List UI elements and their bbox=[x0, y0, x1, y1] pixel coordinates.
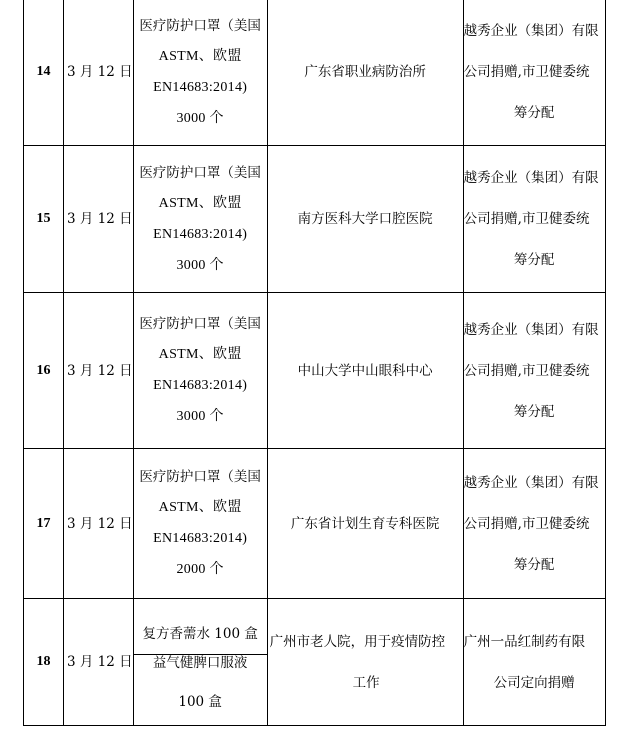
recipient-cell: 广东省计划生育专科医院 bbox=[267, 449, 463, 599]
recipient-line: 广州市老人院，用于疫情防控 bbox=[269, 633, 446, 650]
donor-line: 筹分配 bbox=[513, 403, 555, 420]
recipient-line: 工作 bbox=[352, 674, 380, 691]
donor-cell bbox=[463, 0, 605, 146]
item-line: ASTM、欧盟 bbox=[158, 48, 242, 64]
item-line: 3000 个 bbox=[176, 409, 224, 424]
row-date: 3 月 12 日 bbox=[64, 599, 134, 726]
item-cell bbox=[133, 599, 267, 726]
row-number: 17 bbox=[24, 449, 64, 599]
recipient-cell: 中山大学中山眼科中心 bbox=[267, 293, 463, 449]
donor-line: 越秀企业（集团）有限 bbox=[463, 321, 599, 338]
item-line: 医疗防护口罩（美国 bbox=[139, 17, 261, 34]
item-line: 100 盒 bbox=[178, 694, 222, 710]
table-row bbox=[24, 449, 606, 599]
item-line: 医疗防护口罩（美国 bbox=[139, 469, 261, 485]
row-number: 15 bbox=[24, 146, 64, 293]
recipient-cell: 广东省职业病防治所 bbox=[267, 0, 463, 146]
donor-cell bbox=[463, 599, 605, 726]
row-date: 3 月 12 日 bbox=[64, 293, 134, 449]
item-line: EN14683:2014) bbox=[153, 378, 248, 393]
table-row bbox=[24, 599, 606, 726]
recipient-cell bbox=[267, 599, 463, 726]
row-number: 14 bbox=[24, 0, 64, 146]
item-cell bbox=[133, 146, 267, 293]
item-cell bbox=[133, 0, 267, 146]
item-line: ASTM、欧盟 bbox=[158, 500, 242, 515]
item-line: 复方香薷水 100 盒 bbox=[142, 626, 258, 642]
item-line: EN14683:2014) bbox=[153, 79, 248, 95]
donor-line: 公司定向捐赠 bbox=[493, 674, 575, 691]
recipient-cell: 南方医科大学口腔医院 bbox=[267, 146, 463, 293]
item-line: ASTM、欧盟 bbox=[158, 195, 242, 211]
row-number: 18 bbox=[24, 599, 64, 726]
item-sub-b bbox=[134, 655, 267, 710]
item-line: 医疗防护口罩（美国 bbox=[139, 316, 261, 332]
item-line: 益气健脾口服液 bbox=[152, 655, 248, 671]
donor-cell bbox=[463, 449, 605, 599]
item-line: EN14683:2014) bbox=[153, 226, 248, 242]
item-line: ASTM、欧盟 bbox=[158, 347, 242, 362]
donor-line: 越秀企业（集团）有限 bbox=[463, 170, 599, 186]
donor-line: 越秀企业（集团）有限 bbox=[463, 474, 599, 491]
donor-line: 筹分配 bbox=[513, 556, 555, 573]
donor-line: 公司捐赠,市卫健委统 bbox=[463, 515, 590, 532]
donor-line: 广州一品红制药有限 bbox=[463, 633, 586, 650]
donor-cell bbox=[463, 293, 605, 449]
row-number: 16 bbox=[24, 293, 64, 449]
item-line: 医疗防护口罩（美国 bbox=[139, 164, 261, 181]
table-row bbox=[24, 146, 606, 293]
donor-line: 公司捐赠,市卫健委统 bbox=[463, 211, 590, 227]
row-date: 3 月 12 日 bbox=[64, 0, 134, 146]
item-cell bbox=[133, 449, 267, 599]
item-line: EN14683:2014) bbox=[153, 531, 248, 546]
item-line: 3000 个 bbox=[176, 257, 224, 273]
item-sub-a bbox=[134, 614, 267, 655]
table-row bbox=[24, 0, 606, 146]
donor-line: 筹分配 bbox=[513, 252, 555, 268]
table-row bbox=[24, 293, 606, 449]
item-line: 2000 个 bbox=[176, 562, 224, 577]
donor-cell bbox=[463, 146, 605, 293]
donor-line: 公司捐赠,市卫健委统 bbox=[463, 64, 590, 80]
donation-table bbox=[23, 0, 606, 726]
row-date: 3 月 12 日 bbox=[64, 449, 134, 599]
row-date: 3 月 12 日 bbox=[64, 146, 134, 293]
donor-line: 越秀企业（集团）有限 bbox=[463, 23, 599, 39]
item-cell bbox=[133, 293, 267, 449]
donor-line: 筹分配 bbox=[513, 105, 555, 121]
donor-line: 公司捐赠,市卫健委统 bbox=[463, 362, 590, 379]
item-line: 3000 个 bbox=[176, 110, 224, 126]
